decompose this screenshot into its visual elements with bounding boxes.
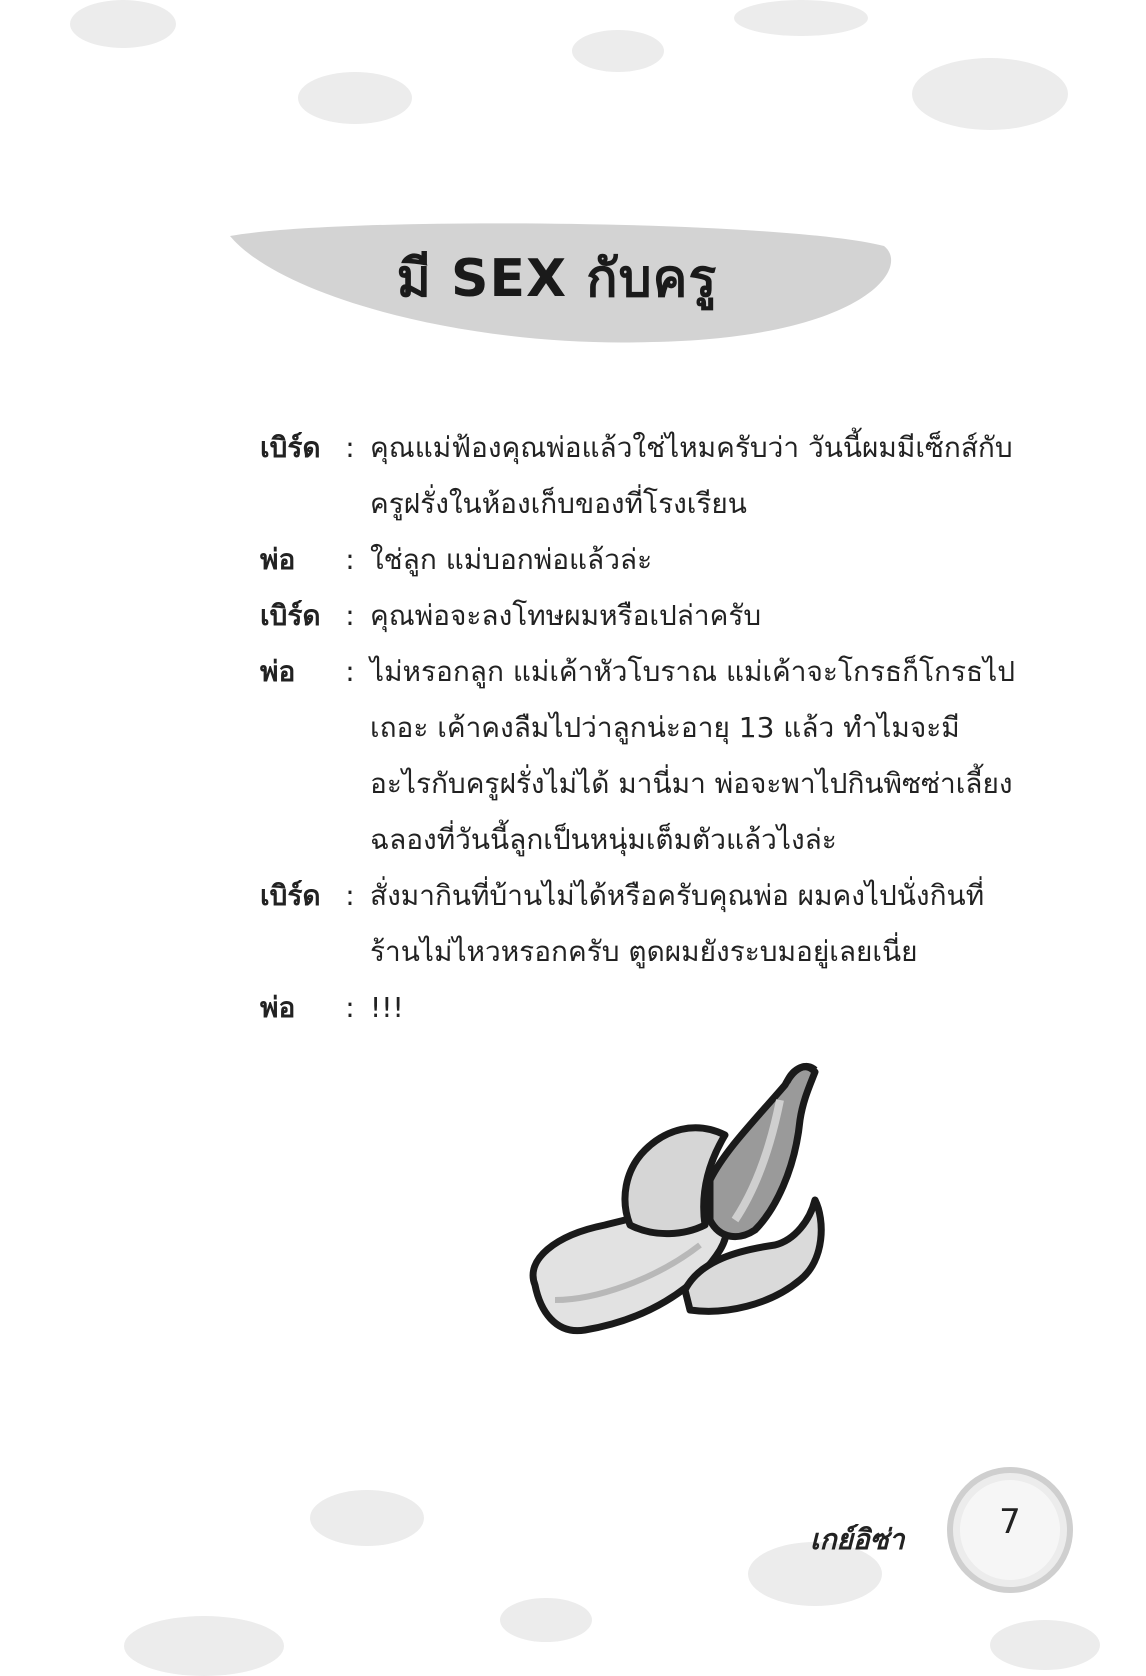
background-blob [298, 72, 412, 124]
dialogue-text: ไม่หรอกลูก แม่เค้าหัวโบราณ แม่เค้าจะโกรธก็โกรธไปเถอะ เค้าคงลืมไปว่าลูกน่ะอายุ 13 แล้ว ทำไมจะมีอะไรกับครูฝรั่งไม่ได้ มานี่มา พ่อจะพาไปกินพิซซ่าเลี้ยงฉลองที่วันนี้ลูกเป็นหนุ่มเต็มตัวแล้วไงล่ะ [370, 655, 1015, 856]
background-blob [572, 30, 664, 72]
speaker-colon: : [345, 599, 355, 632]
page-title: มี SEX กับครู [396, 249, 718, 309]
dialogue-line [260, 644, 1020, 868]
dialogue-text: !!! [370, 991, 404, 1024]
background-blob [124, 1616, 284, 1676]
speaker-colon: : [345, 991, 355, 1024]
speaker-name: พ่อ [260, 991, 296, 1024]
dialogue-text: คุณพ่อจะลงโทษผมหรือเปล่าครับ [370, 599, 762, 632]
speaker-name: เบิร์ด [260, 879, 321, 912]
background-blob [990, 1620, 1100, 1670]
dialogue-line [260, 420, 1020, 532]
dialogue-line [260, 980, 1020, 1036]
page-number: 7 [999, 1502, 1021, 1542]
peeled-banana-icon [525, 1060, 855, 1360]
speaker-name: พ่อ [260, 543, 296, 576]
dialogue-line [260, 868, 1020, 980]
dialogue-text: ใช่ลูก แม่บอกพ่อแล้วล่ะ [370, 543, 653, 576]
background-blob [310, 1490, 424, 1546]
speaker-colon: : [345, 543, 355, 576]
background-blob [912, 58, 1068, 130]
speaker-name: เบิร์ด [260, 599, 321, 632]
background-blob [734, 0, 868, 36]
background-blob [70, 0, 176, 48]
speaker-colon: : [345, 431, 355, 464]
dialogue-line [260, 588, 1020, 644]
speaker-name: พ่อ [260, 655, 296, 688]
dialogue-line [260, 532, 1020, 588]
dialogue-block [260, 420, 1020, 1036]
speaker-name: เบิร์ด [260, 431, 321, 464]
background-blob [500, 1598, 592, 1642]
book-name: เกย์อิซ่า [810, 1523, 905, 1556]
speaker-colon: : [345, 655, 355, 688]
speaker-colon: : [345, 879, 355, 912]
dialogue-text: คุณแม่ฟ้องคุณพ่อแล้วใช่ไหมครับว่า วันนี้ผมมีเซ็กส์กับครูฝรั่งในห้องเก็บของที่โรงเรียน [370, 431, 1013, 520]
dialogue-text: สั่งมากินที่บ้านไม่ได้หรือครับคุณพ่อ ผมคงไปนั่งกินที่ร้านไม่ไหวหรอกครับ ตูดผมยังระบมอยู่เลยเนี่ย [370, 879, 985, 968]
